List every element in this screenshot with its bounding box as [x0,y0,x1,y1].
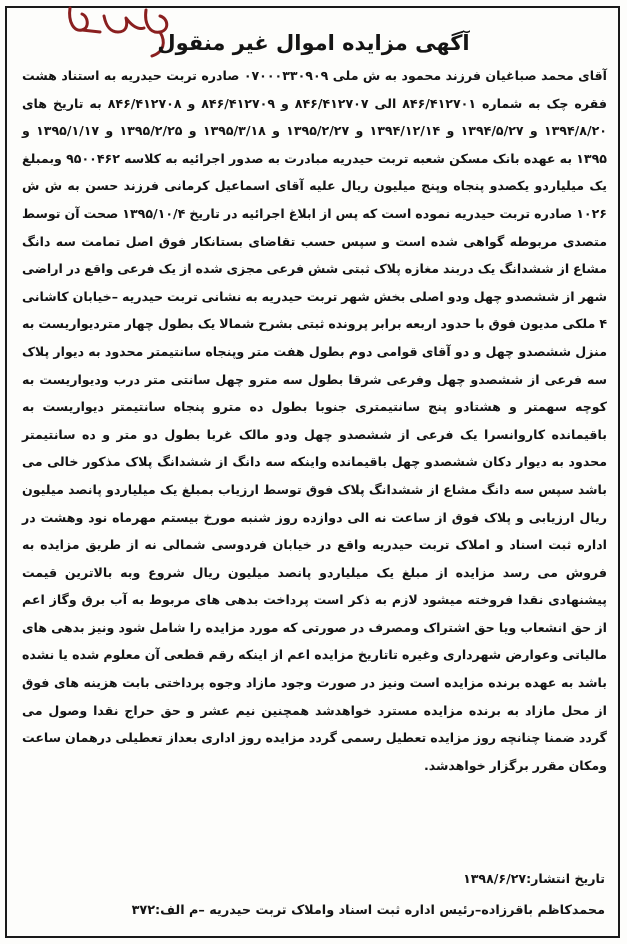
notice-signature: محمدکاظم باقرزاده–رئیس اداره ثبت اسناد واملاک تربت حیدریه –م الف:۳۷۲ [131,903,605,918]
publication-date: تاریخ انتشار:۱۳۹۸/۶/۲۷ [463,871,605,886]
notice-title: آگهی مزایده اموال غیر منقول [157,31,470,55]
notice-body-text: آقای محمد صباغیان فرزند محمود به ش ملی ۰۷۰۰۰۳۳۰۹۰۹ صادره تربت حیدریه به استناد هشت فقره چک به شماره ۸۴۶/۴۱۲۷۰۱ الی ۸۴۶/۴۱۲۷۰۷ و ۸۴۶/۴۱۲۷۰۹ و ۸۴۶/۴۱۲۷۰۸ به تاریخ های ۱۳۹۴/۸/۲۰ و ۱۳۹۴/۵/۲۷ و ۱۳۹۴/۱۲/۱۴ و ۱۳۹۵/۲/۲۷ و ۱۳۹۵/۳/۱۸ و ۱۳۹۵/۲/۲۵ و ۱۳۹۵/۱/۱۷ و ۱۳۹۵ به عهده بانک مسکن شعبه تربت حیدریه مبادرت به صدور اجرائیه به کلاسه ۹۵۰۰۴۶۲ وبمبلغ یک میلیاردو یکصدو پنجاه وپنج میلیون ریال علیه آقای اسماعیل کرمانی فرزند حسن به ش ش ۱۰۲۶ صادره تربت حیدریه نموده است که پس از ابلاغ اجرائیه در تاریخ ۱۳۹۵/۱۰/۴ صحت آن توسط متصدی مربوطه گواهی شده است و سپس حسب تقاضای بستانکار فوق اصل تمامت سه دانگ مشاع از ششدانگ یک دربند مغازه پلاک ثبتی شش فرعی مجزی شده از یک فرعی واقع در اراضی شهر از ششصدو چهل ودو اصلی بخش شهر تربت حیدریه به نشانی تربت حیدریه –خیابان کاشانی ۴ ملکی مدیون فوق با حدود اربعه برابر پرونده ثبتی بشرح شمالا یک بطول چهار متردیواریست به منزل ششصدو چهل و دو آقای قوامی دوم بطول هفت متر وپنجاه سانتیمتر محدود به دیوار پلاک سه فرعی از ششصدو چهل وفرعی شرقا بطول سه مترو چهل سانتی متر درب ودیواریست به کوچه سهمتر و هشتادو پنج سانتیمتری جنوبا بطول ده مترو پنجاه سانتیمتر دیواریست به باقیمانده کاروانسرا یک فرعی از ششصدو چهل ودو مالک غربا بطول دو متر و ده سانتیمتر محدود به دیوار دکان ششصدو چهل باقیمانده واینکه سه دانگ از ششدانگ پلاک مذکور خالی می باشد سپس سه دانگ مشاع از ششدانگ پلاک فوق توسط ارزیاب بمبلغ یک میلیاردو پانصد میلیون ریال ارزیابی و پلاک فوق از ساعت نه الی دوازده روز شنبه مورخ بیستم مهرماه نود وهشت در اداره ثبت اسناد و املاک تربت حیدریه واقع در خیابان فردوسی شمالی نه از طریق مزایده به فروش می رسد مزایده از مبلغ یک میلیاردو پانصد میلیون ریال شروع وبه بالاترین قیمت پیشنهادی نقدا فروخته میشود لازم به ذکر است پرداخت بدهی های مربوط به آب برق وگاز اعم از حق انشعاب ویا حق اشتراک ومصرف در صورتی که مورد مزایده را شامل شود ونیز بدهی های مالیاتی وعوارض شهرداری وغیره تاتاریخ مزایده اعم از اینکه رقم قطعی آن معلوم شده یا نشده باشد به عهده برنده مزایده است ونیز در صورت وجود مازاد وجوه پرداختی بابت هزینه های فوق از محل مازاد به برنده مزایده مسترد خواهدشد همچنین نیم عشر و حق حراج نقدا وصول می گردد ضمنا چنانچه روز مزایده تعطیل رسمی گردد مزایده روز اداری بعداز تعطیلی درهمان ساعت ومکان مقرر برگزار خواهدشد. [22,68,607,773]
